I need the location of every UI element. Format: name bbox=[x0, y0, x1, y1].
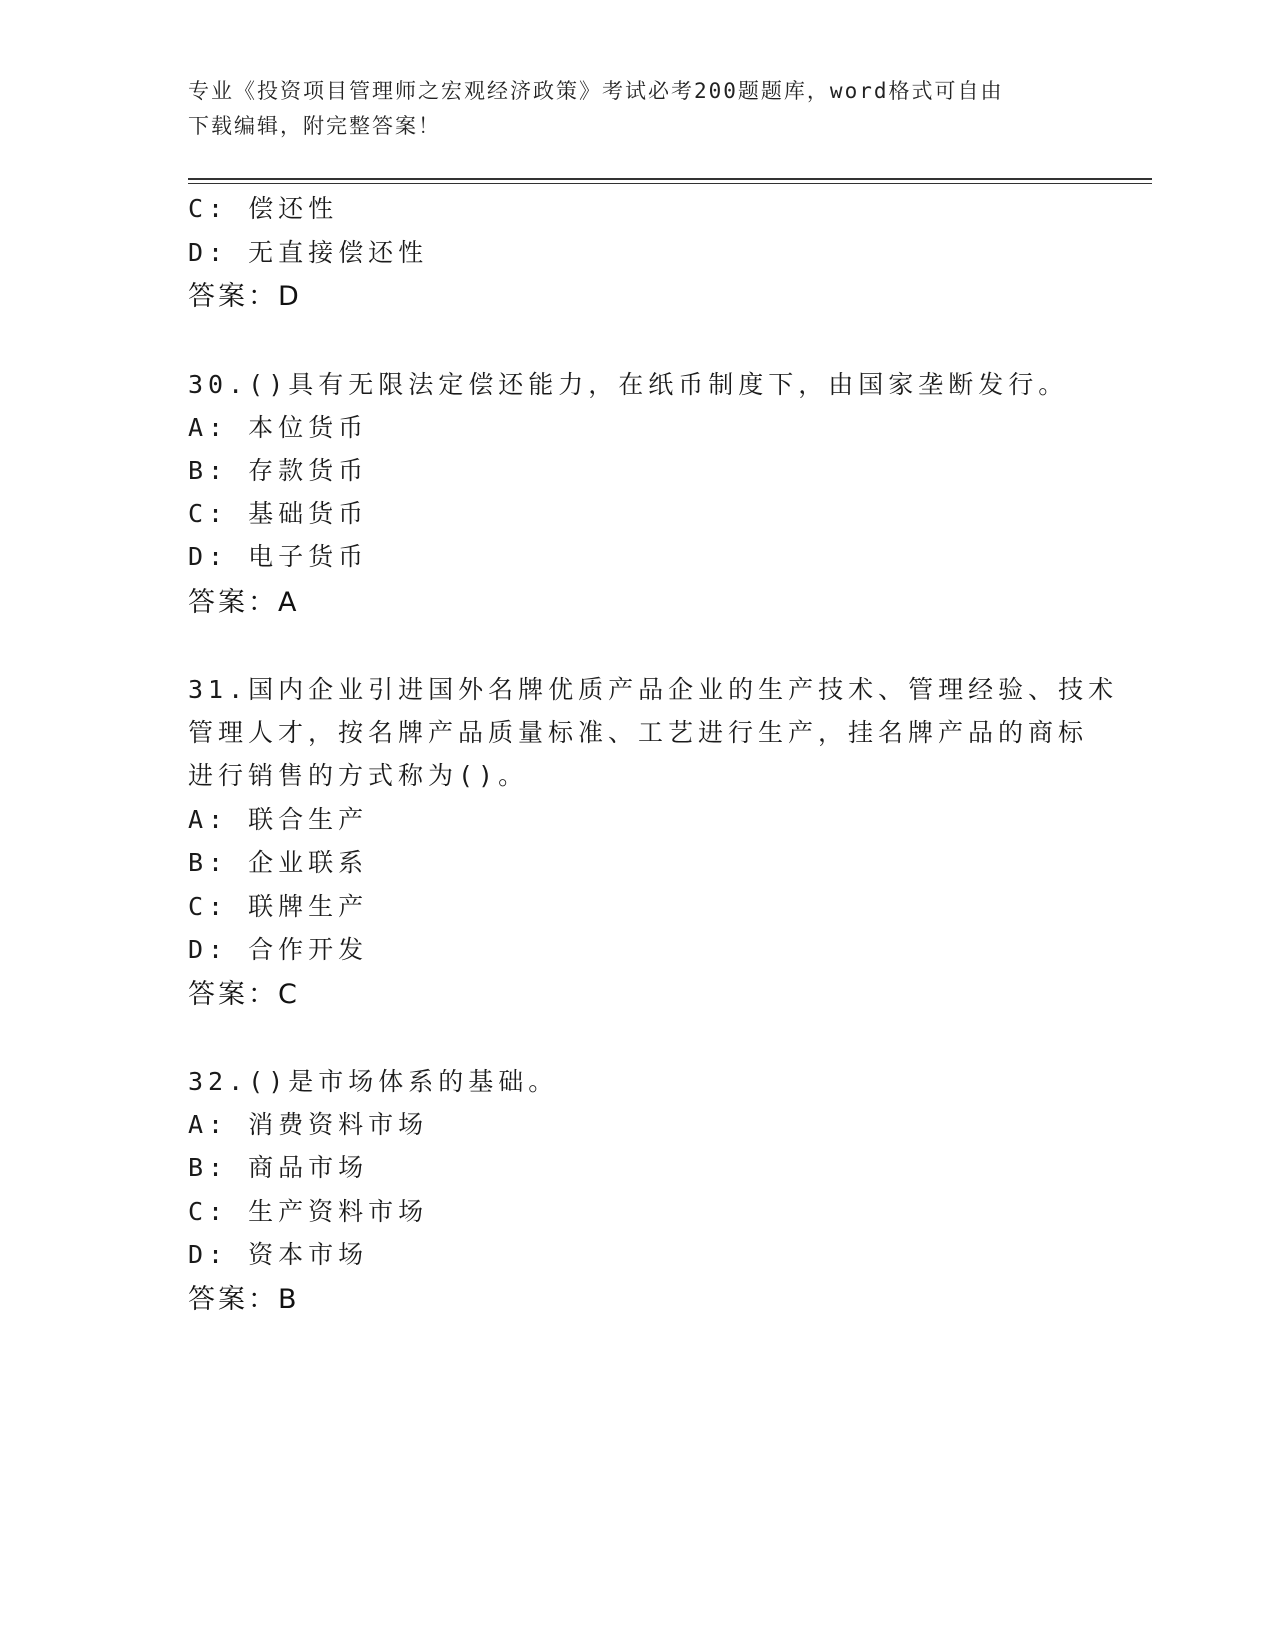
question-32-option-d: D: 资本市场 bbox=[188, 1240, 369, 1269]
question-32-answer: 答案：B bbox=[188, 1284, 300, 1315]
header-line-2: 下载编辑，附完整答案！ bbox=[188, 114, 441, 138]
prev-question-answer: 答案：D bbox=[188, 281, 302, 312]
question-30-option-d: D: 电子货币 bbox=[188, 542, 369, 571]
question-31-stem-line-1: 31.国内企业引进国外名牌优质产品企业的生产技术、管理经验、技术 bbox=[188, 675, 1119, 704]
question-31-answer: 答案：C bbox=[188, 979, 300, 1010]
question-30-stem: 30.()具有无限法定偿还能力，在纸币制度下，由国家垄断发行。 bbox=[188, 370, 1069, 399]
question-32-option-a: A: 消费资料市场 bbox=[188, 1110, 429, 1139]
prev-question-option-c: C: 偿还性 bbox=[188, 194, 339, 223]
question-31-stem-line-2: 管理人才，按名牌产品质量标准、工艺进行生产，挂名牌产品的商标 bbox=[188, 718, 1089, 747]
question-31-option-d: D: 合作开发 bbox=[188, 935, 369, 964]
question-31-stem-line-3: 进行销售的方式称为()。 bbox=[188, 761, 529, 790]
question-30-option-c: C: 基础货币 bbox=[188, 499, 369, 528]
prev-question-option-d: D: 无直接偿还性 bbox=[188, 238, 429, 267]
question-32-option-c: C: 生产资料市场 bbox=[188, 1197, 429, 1226]
document-header bbox=[188, 74, 1088, 144]
question-32-stem: 32.()是市场体系的基础。 bbox=[188, 1067, 559, 1096]
question-31-option-c: C: 联牌生产 bbox=[188, 892, 369, 921]
question-31-option-b: B: 企业联系 bbox=[188, 848, 369, 877]
question-30-option-b: B: 存款货币 bbox=[188, 456, 369, 485]
header-line-1: 专业《投资项目管理师之宏观经济政策》考试必考200题题库，word格式可自由 bbox=[188, 79, 1004, 103]
question-30-answer: 答案：A bbox=[188, 587, 300, 618]
header-divider-thick bbox=[188, 178, 1152, 180]
header-divider-thin bbox=[188, 183, 1152, 184]
question-31-option-a: A: 联合生产 bbox=[188, 805, 369, 834]
question-32-option-b: B: 商品市场 bbox=[188, 1153, 369, 1182]
question-30-option-a: A: 本位货币 bbox=[188, 413, 369, 442]
